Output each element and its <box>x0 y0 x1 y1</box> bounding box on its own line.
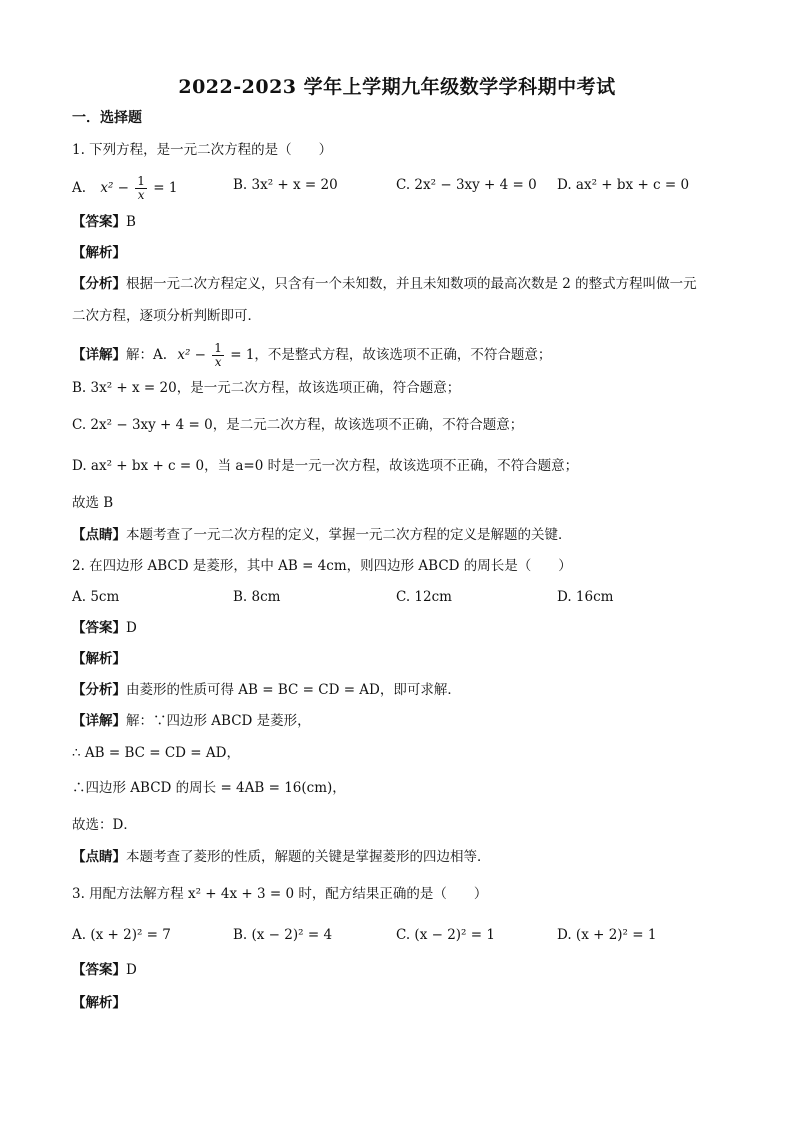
q1-detail-a-pre: x² − <box>177 347 206 363</box>
q1-option-d: D. ax² + bx + c = 0 <box>557 177 690 193</box>
q1-answer <box>72 212 136 232</box>
q2-option-d: D. 16cm <box>557 589 614 605</box>
q1-detail-a-post: = 1，不是整式方程，故该选项不正确，不符合题意； <box>230 347 552 363</box>
q1-option-a-pre: x² − <box>100 180 129 196</box>
q3-option-d: D. (x + 2)² = 1 <box>557 927 657 943</box>
q1-option-a-fraction <box>135 175 147 202</box>
q1-conclusion: 故选 B <box>72 495 114 511</box>
answer-label: 【答案】 <box>72 214 126 230</box>
q2-stem: 2. 在四边形 ABCD 是菱形，其中 AB = 4cm，则四边形 ABCD 的周长是（ ） <box>72 558 572 574</box>
q1-stem: 1. 下列方程，是一元二次方程的是（ ） <box>72 142 333 158</box>
q3-option-b: B. (x − 2)² = 4 <box>233 927 333 943</box>
q3-answer <box>72 960 137 980</box>
fenxi-label: 【分析】 <box>72 276 126 292</box>
exam-title: 2022-2023 学年上学期九年级数学学科期中考试 <box>178 76 616 98</box>
comment-label: 【点睛】 <box>72 849 126 865</box>
q1-detail-c: C. 2x² − 3xy + 4 = 0，是二元二次方程，故该选项不正确，不符合题意； <box>72 417 524 433</box>
q1-detail-a-num: 1 <box>214 341 222 355</box>
q2-detail-1-text: 解：∵四边形 ABCD 是菱形， <box>126 713 311 729</box>
q1-option-c: C. 2x² − 3xy + 4 = 0 <box>396 177 537 193</box>
q1-comment <box>72 525 572 545</box>
q2-fenxi <box>72 680 461 700</box>
q2-comment <box>72 847 491 867</box>
q3-option-c: C. (x − 2)² = 1 <box>396 927 495 943</box>
q1-fenxi-text: 根据一元二次方程定义，只含有一个未知数，并且未知数项的最高次数是 2 的整式方程叫做一元 <box>126 276 697 292</box>
section-heading: 一．选择题 <box>72 110 142 126</box>
answer-label: 【答案】 <box>72 962 126 978</box>
q1-detail-a-fraction <box>212 342 224 369</box>
q1-option-b: B. 3x² + x = 20 <box>233 177 338 193</box>
q2-conclusion: 故选：D． <box>72 817 137 833</box>
fenxi-label: 【分析】 <box>72 682 126 698</box>
q1-detail-a-den: x <box>214 355 222 369</box>
detail-label: 【详解】 <box>72 347 126 363</box>
q1-detail-pre: 解：A. <box>126 347 168 363</box>
q2-fenxi-text: 由菱形的性质可得 AB = BC = CD = AD，即可求解． <box>126 682 461 698</box>
q1-option-a-den: x <box>137 188 145 202</box>
q1-fenxi-cont: 二次方程，逐项分析判断即可． <box>72 308 261 324</box>
comment-label: 【点睛】 <box>72 527 126 543</box>
q1-option-a-post: = 1 <box>153 180 178 196</box>
q2-detail-2: ∴ AB = BC = CD = AD， <box>72 745 240 761</box>
answer-label: 【答案】 <box>72 620 126 636</box>
detail-label: 【详解】 <box>72 713 126 729</box>
q2-option-a: A. 5cm <box>72 589 120 605</box>
q2-answer <box>72 618 137 638</box>
q2-detail-1 <box>72 711 311 731</box>
q1-option-a-num: 1 <box>137 174 145 188</box>
q2-comment-text: 本题考查了菱形的性质，解题的关键是掌握菱形的四边相等． <box>126 849 491 865</box>
q2-analysis-label: 【解析】 <box>72 651 126 667</box>
q2-option-c: C. 12cm <box>396 589 452 605</box>
q1-analysis-label: 【解析】 <box>72 245 126 261</box>
q1-comment-text: 本题考查了一元二次方程的定义，掌握一元二次方程的定义是解题的关键． <box>126 527 572 543</box>
q1-detail-a <box>72 342 551 369</box>
q1-detail-b: B. 3x² + x = 20，是一元二次方程，故该选项正确，符合题意； <box>72 380 461 396</box>
q2-detail-3: ∴四边形 ABCD 的周长 = 4AB = 16(cm)， <box>72 780 346 796</box>
q1-option-a <box>72 175 177 202</box>
q3-analysis-label: 【解析】 <box>72 995 126 1011</box>
q1-answer-value: B <box>126 214 136 230</box>
q3-option-a: A. (x + 2)² = 7 <box>72 927 171 943</box>
q1-detail-d: D. ax² + bx + c = 0，当 a=0 时是一元一次方程，故该选项不正确，不符合题意； <box>72 458 579 474</box>
q1-option-a-label: A. <box>72 180 87 196</box>
q1-fenxi <box>72 274 697 294</box>
q3-answer-value: D <box>126 962 137 978</box>
q2-option-b: B. 8cm <box>233 589 281 605</box>
q3-stem: 3. 用配方法解方程 x² + 4x + 3 = 0 时，配方结果正确的是（ ） <box>72 886 488 902</box>
q2-answer-value: D <box>126 620 137 636</box>
